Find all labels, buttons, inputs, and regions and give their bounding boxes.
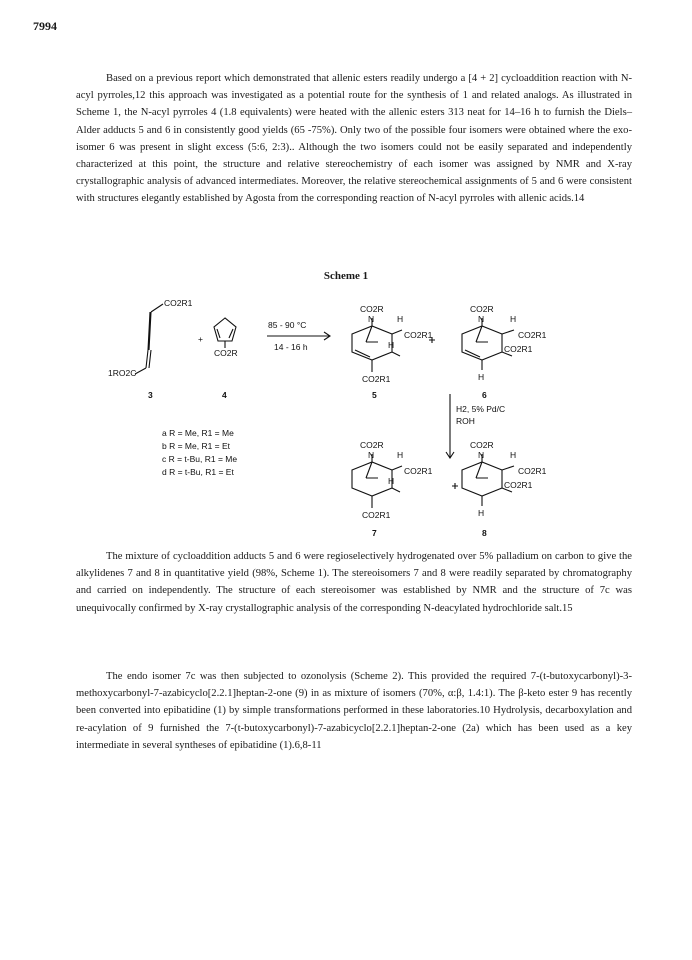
compound-number-3: 3 xyxy=(148,390,153,400)
label-h-8-top: H xyxy=(510,450,517,460)
compound-number-7: 7 xyxy=(372,528,377,538)
label-co2r1-8-b: CO2R1 xyxy=(504,480,533,490)
label-co2r-7: CO2R xyxy=(360,440,384,450)
compound-number-6: 6 xyxy=(482,390,487,400)
label-h-7-top: H xyxy=(397,450,404,460)
label-co2r1-7-bottom: CO2R1 xyxy=(362,510,391,520)
paragraph-ozonolysis: The endo isomer 7c was then subjected to ozonolysis (Scheme 2). This provided the required 7-(t-butoxycarbonyl)-3-methoxycarbonyl-7-azabicyclo[2.2.1]heptan-2-one (9) in as mixture of isomers (70%, α:β, 1.4:1). The β-keto ester 9 has recently been converted into epibatidine (1) by simple transformations performed in these laboratories.10 Hydrolysis, decarboxylation and re-acylation of 9 furnished the 7-(t-butoxycarbonyl)-7-azabicyclo[2.2.1]heptan-2-one (2a) which has been used as a key intermediate in several syntheses of epibatidine (1).6,8-11 xyxy=(76,671,632,751)
page-number: 7994 xyxy=(33,19,57,33)
scheme-1-diagram xyxy=(0,290,692,548)
label-co2r-6: CO2R xyxy=(470,304,494,314)
paragraph-hydrogenation: The mixture of cycloaddition adducts 5 and 6 were regioselectively hydrogenated over 5% palladium on carbon to give the alkylidenes 7 and 8 in quantitative yield (98%, Scheme 1). The stereoisomers 7 and 8 were readily separated by chromatography and carried on independently. The structure of each stereoisomer was established by NMR and the structure of 7c was unequivocally confirmed by X-ray crystallographic analysis of the corresponding N-deacylated hydrochloride salt.15 xyxy=(76,551,632,614)
condition-time: 14 - 16 h xyxy=(274,342,308,352)
variant-b: b R = Me, R1 = Et xyxy=(162,441,231,451)
label-co2r-5: CO2R xyxy=(360,304,384,314)
condition-roh: ROH xyxy=(456,416,475,426)
label-co2r1-3: CO2R1 xyxy=(164,298,193,308)
label-co2r1-5-bottom: CO2R1 xyxy=(362,374,391,384)
label-h-5-top: H xyxy=(397,314,404,324)
variant-c: c R = t-Bu, R1 = Me xyxy=(162,454,238,464)
label-h-6-top: H xyxy=(510,314,517,324)
label-h-8: H xyxy=(478,508,485,518)
paragraph-intro: Based on a previous report which demonstrated that allenic esters readily undergo a [4 + 2] cycloaddition reaction with N-acyl pyrroles,12 this approach was investigated as a potential route for the synthesis of 1 and related analogs. As illustrated in Scheme 1, the N-acyl pyrroles 4 (1.8 equivalents) were heated with the allenic esters 313 neat for 14–16 h to furnish the Diels–Alder adducts 5 and 6 in consistently good yields (65 -75%). Only two of the possible four isomers were obtained where the exo-isomer 6 was present in slight excess (5:6, 2:3).. Although the two isomers could not be easily separated and independently characterized at this point, the structure and relative stereochemistry of each isomer was assigned by NMR and X-ray crystallographic analysis of advanced intermediates. Moreover, the relative stereochemical assignments of 5 and 6 were consistent with structures elegantly established by Agosta from the corresponding reaction of N-acyl pyrroles with allenic acids.14 xyxy=(76,73,632,205)
label-co2r1-8: CO2R1 xyxy=(518,466,547,476)
compound-number-4: 4 xyxy=(222,390,227,400)
label-n-8: N xyxy=(478,450,485,460)
label-h-6: H xyxy=(478,372,485,382)
label-h-7: H xyxy=(388,476,395,486)
scheme-title: Scheme 1 xyxy=(323,270,369,282)
label-n-6: N xyxy=(478,314,485,324)
label-n-7: N xyxy=(368,450,375,460)
label-h-5: H xyxy=(388,340,395,350)
label-n-5: N xyxy=(368,314,375,324)
variant-a: a R = Me, R1 = Me xyxy=(162,428,234,438)
compound-number-5: 5 xyxy=(372,390,377,400)
label-co2r1-5: CO2R1 xyxy=(404,330,433,340)
label-co2r-4: CO2R xyxy=(214,348,238,358)
variant-d: d R = t-Bu, R1 = Et xyxy=(162,467,234,477)
label-co2r1-6: CO2R1 xyxy=(518,330,547,340)
label-co2r1-6-b: CO2R1 xyxy=(504,344,533,354)
compound-number-8: 8 xyxy=(482,528,487,538)
plus-sign-1: + xyxy=(198,334,203,344)
label-co2r1-7: CO2R1 xyxy=(404,466,433,476)
label-ro2c-3: 1RO2C xyxy=(108,368,137,378)
condition-h2-pd: H2, 5% Pd/C xyxy=(456,404,506,414)
label-co2r-8: CO2R xyxy=(470,440,494,450)
condition-temperature: 85 - 90 °C xyxy=(268,320,307,330)
